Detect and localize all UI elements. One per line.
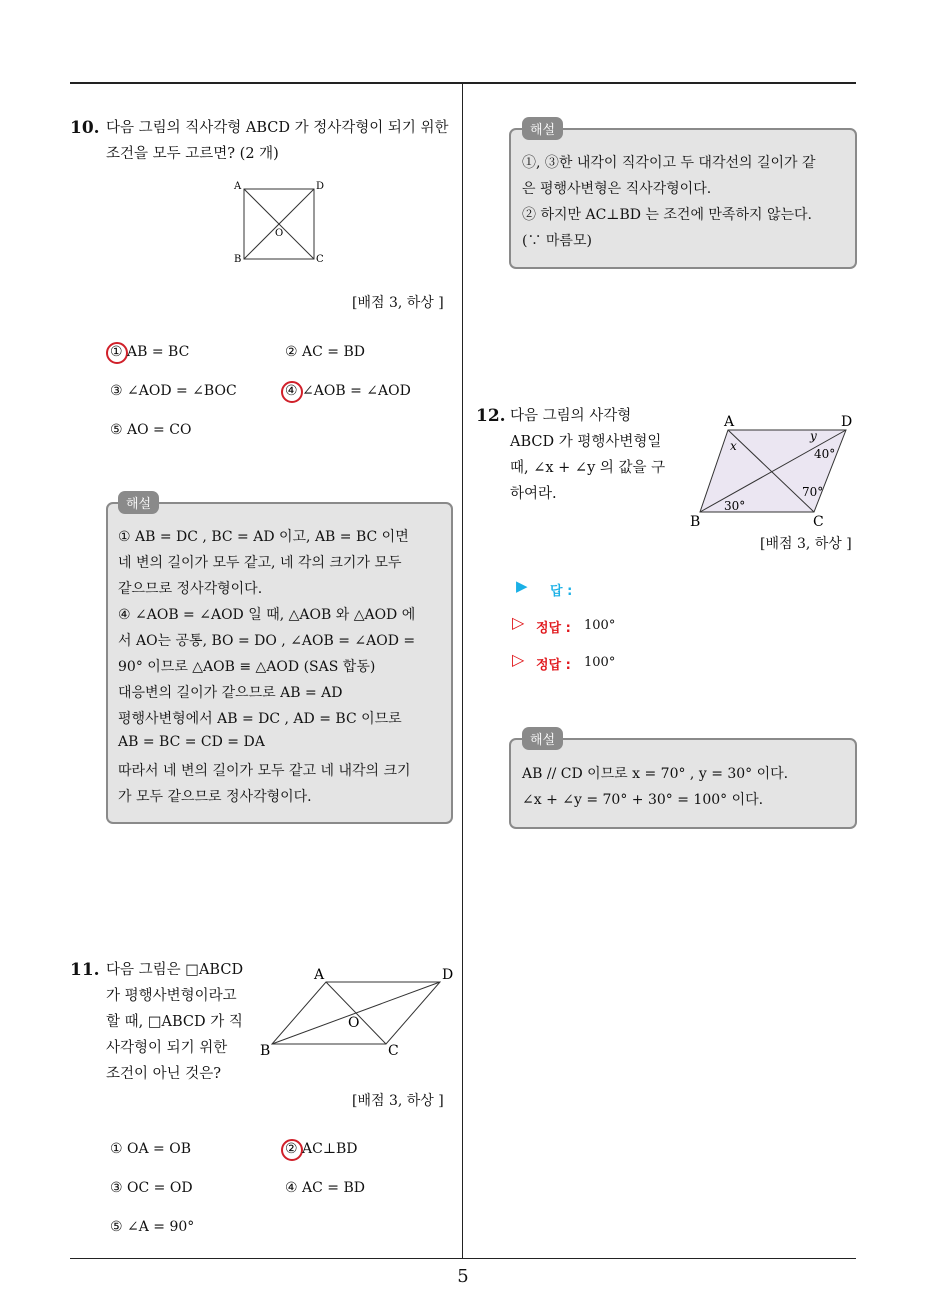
q10-expl-line-2: 네 변의 길이가 모두 같고, 네 각의 크기가 모두 [118,555,402,571]
q11-label-o: O [348,1015,360,1031]
q12-text-line4: 하여라. [510,486,557,502]
q10-expl-line-3: 같으므로 정사각형이다. [118,581,263,597]
q10-text-line1: 다음 그림의 직사각형 ABCD 가 정사각형이 되기 위한 [106,120,449,136]
q11-choice-2[interactable] [285,1141,358,1157]
q11-meta: [배점 3, 하상 ] [352,1093,444,1109]
q10-choice-2-mark: ② [285,344,298,360]
q10-choice-5-text: AO = CO [127,422,192,438]
q11-choice-3[interactable] [110,1180,193,1196]
q11-text-line5: 조건이 아닌 것은? [106,1066,222,1082]
q12-label-a: A [724,414,735,430]
q10-choice-1-mark: ① [110,344,123,360]
q11-text-line3: 할 때, □ABCD 가 직 [106,1014,243,1030]
q10-expl-line-4: ④ ∠AOB = ∠AOD 일 때, △AOB 와 △AOD 에 [118,607,416,623]
q12-expl-line-2: ∠x + ∠y = 70° + 30° = 100° 이다. [522,792,764,808]
q11-number: 11. [70,960,100,980]
q10-choice-2[interactable] [285,344,365,360]
q12-meta: [배점 3, 하상 ] [760,536,852,552]
column-divider [462,84,463,1258]
q10-expl-line-1: ① AB = DC , BC = AD 이고, AB = BC 이면 [118,529,409,545]
q11-choice-2-mark: ② [285,1141,298,1157]
q10-label-a: A [234,181,242,192]
q11-choice-5-mark: ⑤ [110,1219,123,1235]
q10-expl-line-6: 90° 이므로 △AOB ≡ △AOD (SAS 합동) [118,659,376,675]
answer-arrow-icon: ▶ [516,577,528,595]
q11-choice-5-text: ∠A = 90° [127,1219,195,1235]
q12-label-d: D [841,414,853,430]
q10-label-d: D [316,181,325,192]
q11-choice-4-text: AC = BD [302,1180,365,1196]
q11-expl-line-1: ①, ③한 내각이 직각이고 두 대각선의 길이가 같 [522,155,816,171]
q10-choice-3-text: ∠AOD = ∠BOC [127,383,237,399]
q11-choice-1-mark: ① [110,1141,123,1157]
q11-expl-line-4: (∵ 마름모) [522,233,592,249]
q10-expl-line-10: 따라서 네 변의 길이가 모두 같고 네 내각의 크기 [118,763,411,779]
q12-correct-answer-1: 100° [584,618,616,633]
q10-number: 10. [70,118,100,138]
top-rule [70,82,856,84]
q12-label-x: x [730,439,737,453]
q12-correct-label-1: 정답 : [536,621,571,636]
q11-label-a: A [314,967,325,983]
q10-expl-line-7: 대응변의 길이가 같으므로 AB = AD [118,685,343,701]
q10-label-o: O [275,228,284,239]
q10-text-line2: 조건을 모두 고르면? (2 개) [106,146,279,162]
q12-label-y: y [810,429,817,443]
q10-choice-3[interactable] [110,383,237,399]
q11-label-d: D [442,967,454,983]
q10-choice-4[interactable] [285,383,411,399]
q12-label-30: 30° [724,499,746,513]
q10-label-b: B [234,254,242,265]
q12-answer-label: 답 : [550,584,573,599]
q10-choice-1[interactable] [110,344,189,360]
q10-expl-line-9: AB = BC = CD = DA [118,734,265,750]
q11-text-line4: 사각형이 되기 위한 [106,1040,228,1056]
q10-meta: [배점 3, 하상 ] [352,295,444,311]
q12-explanation-box [509,738,857,829]
q11-label-c: C [388,1043,399,1059]
q11-choice-2-text: AC⊥BD [302,1141,358,1157]
q10-expl-line-5: 서 AO는 공통, BO = DO , ∠AOB = ∠AOD = [118,633,416,649]
q11-explanation-tag: 해설 [522,117,563,140]
q10-figure [230,176,330,266]
q10-choice-4-mark: ④ [285,383,298,399]
q12-label-40: 40° [814,447,836,461]
q11-expl-line-3: ② 하지만 AC⊥BD 는 조건에 만족하지 않는다. [522,207,812,223]
q11-choice-3-mark: ③ [110,1180,123,1196]
q11-label-b: B [260,1043,271,1059]
q10-expl-line-11: 가 모두 같으므로 정사각형이다. [118,789,312,805]
q11-choice-4-mark: ④ [285,1180,298,1196]
q12-explanation-tag: 해설 [522,727,563,750]
q12-correct-answer-2: 100° [584,655,616,670]
q12-label-b: B [690,514,701,530]
page-number: 5 [457,1266,469,1287]
q11-choice-5[interactable] [110,1219,194,1235]
q11-expl-line-2: 은 평행사변형은 직사각형이다. [522,181,712,197]
q10-label-c: C [316,254,324,265]
q10-choice-5[interactable] [110,422,191,438]
q12-label-70: 70° [802,485,824,499]
q11-choice-4[interactable] [285,1180,365,1196]
q10-choice-4-text: ∠AOB = ∠AOD [302,383,411,399]
q10-expl-line-8: 평행사변형에서 AB = DC , AD = BC 이므로 [118,711,402,727]
q12-correct-label-2: 정답 : [536,658,571,673]
bottom-rule [70,1258,856,1259]
q12-text-line2: ABCD 가 평행사변형일 [510,434,662,450]
q11-text-line1: 다음 그림은 □ABCD [106,962,244,978]
q12-number: 12. [476,406,506,426]
q12-figure [686,410,862,534]
q10-choice-5-mark: ⑤ [110,422,123,438]
q11-choice-1[interactable] [110,1141,191,1157]
q10-choice-1-text: AB = BC [127,344,190,360]
q10-choice-3-mark: ③ [110,383,123,399]
correct-marker-icon-1: ▷ [512,613,525,632]
q11-choice-1-text: OA = OB [127,1141,191,1157]
q11-choice-3-text: OC = OD [127,1180,193,1196]
q12-text-line1: 다음 그림의 사각형 [510,408,632,424]
q10-choice-2-text: AC = BD [302,344,365,360]
correct-marker-icon-2: ▷ [512,650,525,669]
q12-text-line3: 때, ∠x + ∠y 의 값을 구 [510,460,666,476]
q12-label-c: C [813,514,824,530]
q10-explanation-tag: 해설 [118,491,159,514]
q11-figure [256,964,462,1064]
q12-expl-line-1: AB // CD 이므로 x = 70° , y = 30° 이다. [522,766,789,782]
q11-text-line2: 가 평행사변형이라고 [106,988,237,1004]
